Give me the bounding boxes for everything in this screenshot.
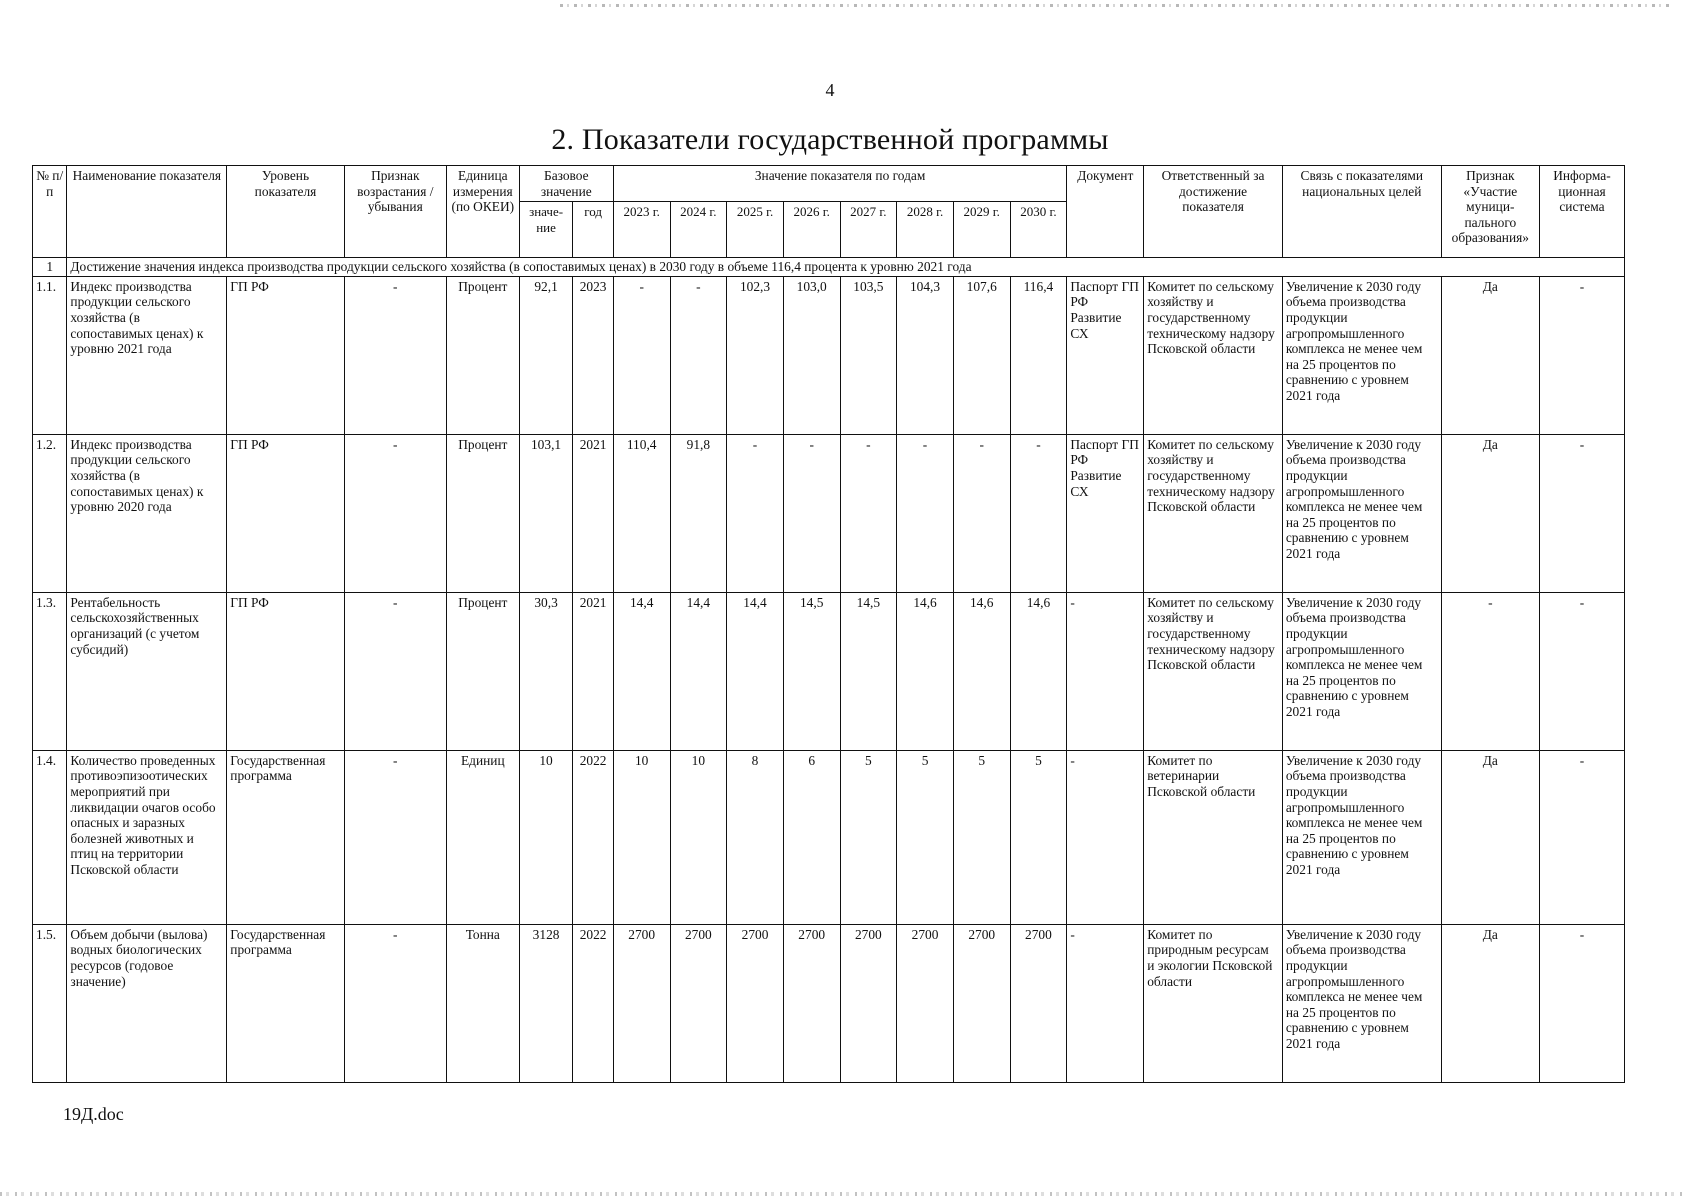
row-trend: -: [344, 750, 446, 924]
row-link: Увеличение к 2030 году объема производства продукции агропромышленного комплекса не менее чем на 25 процентов по сравнению с уровнем 2021 года: [1282, 924, 1441, 1082]
row-value-2029: 2700: [953, 924, 1010, 1082]
row-value-2030: 14,6: [1010, 592, 1067, 750]
header-name: Наименование показателя: [67, 166, 227, 258]
row-unit: Процент: [446, 592, 519, 750]
row-base-value: 10: [519, 750, 573, 924]
row-level: Государственная программа: [227, 750, 344, 924]
row-unit: Процент: [446, 434, 519, 592]
header-year-2023: 2023 г.: [613, 202, 670, 258]
header-base-year: год: [573, 202, 613, 258]
header-row-1: [33, 166, 1625, 202]
header-year-2030: 2030 г.: [1010, 202, 1067, 258]
row-name: Индекс производства продукции сельского хозяйства (в сопоставимых ценах) к уровню 2020 года: [67, 434, 227, 592]
row-infosystem: -: [1539, 924, 1624, 1082]
row-document: -: [1067, 924, 1144, 1082]
row-value-2029: -: [953, 434, 1010, 592]
row-unit: Тонна: [446, 924, 519, 1082]
row-level: ГП РФ: [227, 592, 344, 750]
header-document: Документ: [1067, 166, 1144, 258]
row-name: Количество проведенных противоэпизоотических мероприятий при ликвидации очагов особо опасных и заразных болезней животных и птиц на территории Псковской области: [67, 750, 227, 924]
row-responsible: Комитет по ветеринарии Псковской области: [1144, 750, 1283, 924]
header-trend: Признак возрастания / убывания: [344, 166, 446, 258]
header-year-2025: 2025 г.: [727, 202, 784, 258]
row-value-2025: 2700: [727, 924, 784, 1082]
row-value-2029: 14,6: [953, 592, 1010, 750]
header-year-2028: 2028 г.: [897, 202, 954, 258]
row-base-value: 103,1: [519, 434, 573, 592]
indicators-table: [32, 165, 1625, 1083]
row-num: 1.5.: [33, 924, 67, 1082]
row-value-2028: -: [897, 434, 954, 592]
row-level: ГП РФ: [227, 276, 344, 434]
section-row: [33, 258, 1625, 277]
row-name: Объем добычи (вылова) водных биологических ресурсов (годовое значение): [67, 924, 227, 1082]
row-base-value: 92,1: [519, 276, 573, 434]
table-row: [33, 276, 1625, 434]
row-trend: -: [344, 592, 446, 750]
row-value-2024: 2700: [670, 924, 727, 1082]
row-trend: -: [344, 924, 446, 1082]
row-responsible: Комитет по сельскому хозяйству и государственному техническому надзору Псковской области: [1144, 592, 1283, 750]
row-value-2030: 116,4: [1010, 276, 1067, 434]
header-year-2024: 2024 г.: [670, 202, 727, 258]
row-value-2023: 110,4: [613, 434, 670, 592]
row-value-2029: 5: [953, 750, 1010, 924]
row-value-2026: 6: [783, 750, 840, 924]
row-link: Увеличение к 2030 году объема производства продукции агропромышленного комплекса не менее чем на 25 процентов по сравнению с уровнем 2021 года: [1282, 276, 1441, 434]
table-row: [33, 592, 1625, 750]
row-infosystem: -: [1539, 592, 1624, 750]
row-value-2025: -: [727, 434, 784, 592]
row-value-2028: 2700: [897, 924, 954, 1082]
row-base-value: 3128: [519, 924, 573, 1082]
row-value-2027: 14,5: [840, 592, 897, 750]
row-value-2027: 103,5: [840, 276, 897, 434]
row-value-2025: 102,3: [727, 276, 784, 434]
header-link: Связь с показателями национальных целей: [1282, 166, 1441, 258]
row-value-2030: 2700: [1010, 924, 1067, 1082]
row-value-2025: 8: [727, 750, 784, 924]
row-value-2026: 103,0: [783, 276, 840, 434]
scan-artifact-top: [560, 4, 1670, 7]
row-value-2023: 14,4: [613, 592, 670, 750]
row-level: ГП РФ: [227, 434, 344, 592]
row-base-year: 2022: [573, 924, 613, 1082]
row-link: Увеличение к 2030 году объема производства продукции агропромышленного комплекса не менее чем на 25 процентов по сравнению с уровнем 2021 года: [1282, 750, 1441, 924]
row-value-2029: 107,6: [953, 276, 1010, 434]
header-num: № п/п: [33, 166, 67, 258]
row-link: Увеличение к 2030 году объема производства продукции агропромышленного комплекса не менее чем на 25 процентов по сравнению с уровнем 2021 года: [1282, 434, 1441, 592]
page-number: 4: [825, 80, 835, 100]
row-value-2026: -: [783, 434, 840, 592]
row-infosystem: -: [1539, 276, 1624, 434]
row-level: Государственная программа: [227, 924, 344, 1082]
row-base-year: 2021: [573, 434, 613, 592]
row-value-2027: 2700: [840, 924, 897, 1082]
section-text: Достижение значения индекса производства продукции сельского хозяйства (в сопоставимых ценах) в 2030 году в объеме 116,4 процента к уровню 2021 года: [67, 258, 1625, 277]
header-unit: Единица измерения (по ОКЕИ): [446, 166, 519, 258]
row-responsible: Комитет по сельскому хозяйству и государственному техническому надзору Псковской области: [1144, 276, 1283, 434]
header-infosystem: Информа-ционная система: [1539, 166, 1624, 258]
header-year-2027: 2027 г.: [840, 202, 897, 258]
row-value-2028: 14,6: [897, 592, 954, 750]
row-value-2024: 14,4: [670, 592, 727, 750]
header-level: Уровень показателя: [227, 166, 344, 258]
row-municipal: Да: [1441, 924, 1539, 1082]
row-base-year: 2023: [573, 276, 613, 434]
row-value-2025: 14,4: [727, 592, 784, 750]
row-document: Паспорт ГП РФ Развитие СХ: [1067, 434, 1144, 592]
page-title: 2. Показатели государственной программы: [551, 123, 1109, 156]
row-value-2030: 5: [1010, 750, 1067, 924]
row-value-2027: 5: [840, 750, 897, 924]
row-document: Паспорт ГП РФ Развитие СХ: [1067, 276, 1144, 434]
row-unit: Единиц: [446, 750, 519, 924]
row-infosystem: -: [1539, 434, 1624, 592]
row-municipal: Да: [1441, 750, 1539, 924]
row-base-year: 2022: [573, 750, 613, 924]
header-year-2026: 2026 г.: [783, 202, 840, 258]
row-responsible: Комитет по природным ресурсам и экологии Псковской области: [1144, 924, 1283, 1082]
row-value-2023: 10: [613, 750, 670, 924]
table-row: [33, 750, 1625, 924]
row-municipal: -: [1441, 592, 1539, 750]
row-municipal: Да: [1441, 434, 1539, 592]
row-num: 1.2.: [33, 434, 67, 592]
row-trend: -: [344, 434, 446, 592]
row-value-2024: 91,8: [670, 434, 727, 592]
row-infosystem: -: [1539, 750, 1624, 924]
footer-filename: 19Д.doc: [63, 1104, 124, 1124]
row-value-2028: 104,3: [897, 276, 954, 434]
row-responsible: Комитет по сельскому хозяйству и государственному техническому надзору Псковской области: [1144, 434, 1283, 592]
row-trend: -: [344, 276, 446, 434]
header-base-value: значе-ние: [519, 202, 573, 258]
scan-artifact-bottom: [0, 1192, 1686, 1196]
row-base-year: 2021: [573, 592, 613, 750]
row-num: 1.3.: [33, 592, 67, 750]
row-value-2026: 14,5: [783, 592, 840, 750]
row-value-2024: -: [670, 276, 727, 434]
row-document: -: [1067, 750, 1144, 924]
header-year-2029: 2029 г.: [953, 202, 1010, 258]
header-by-years: Значение показателя по годам: [613, 166, 1066, 202]
header-base: Базовое значение: [519, 166, 613, 202]
row-value-2023: -: [613, 276, 670, 434]
section-num: 1: [33, 258, 67, 277]
row-link: Увеличение к 2030 году объема производства продукции агропромышленного комплекса не менее чем на 25 процентов по сравнению с уровнем 2021 года: [1282, 592, 1441, 750]
table-row: [33, 434, 1625, 592]
row-base-value: 30,3: [519, 592, 573, 750]
row-value-2027: -: [840, 434, 897, 592]
row-unit: Процент: [446, 276, 519, 434]
table-row: [33, 924, 1625, 1082]
row-num: 1.1.: [33, 276, 67, 434]
row-name: Рентабельность сельскохозяйственных организаций (с учетом субсидий): [67, 592, 227, 750]
header-responsible: Ответственный за достижение показателя: [1144, 166, 1283, 258]
row-value-2026: 2700: [783, 924, 840, 1082]
row-document: -: [1067, 592, 1144, 750]
row-value-2030: -: [1010, 434, 1067, 592]
row-num: 1.4.: [33, 750, 67, 924]
row-value-2024: 10: [670, 750, 727, 924]
row-value-2028: 5: [897, 750, 954, 924]
header-municipal: Признак «Участие муници-пального образования»: [1441, 166, 1539, 258]
row-municipal: Да: [1441, 276, 1539, 434]
row-name: Индекс производства продукции сельского хозяйства (в сопоставимых ценах) к уровню 2021 года: [67, 276, 227, 434]
row-value-2023: 2700: [613, 924, 670, 1082]
